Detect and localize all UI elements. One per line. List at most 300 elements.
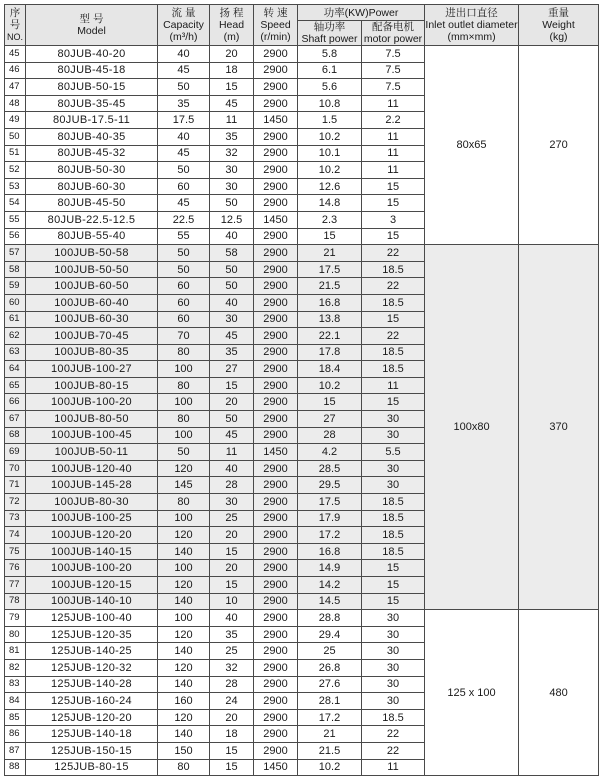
head-cell: 30 xyxy=(210,311,254,328)
motor-power-cell: 18.5 xyxy=(362,494,425,511)
speed-cell: 2900 xyxy=(254,344,298,361)
capacity-cell: 120 xyxy=(158,659,210,676)
model-cell: 80JUB-60-30 xyxy=(26,178,158,195)
model-cell: 100JUB-80-35 xyxy=(26,344,158,361)
shaft-power-cell: 14.9 xyxy=(298,560,362,577)
shaft-power-cell: 15 xyxy=(298,228,362,245)
model-cell: 125JUB-120-20 xyxy=(26,709,158,726)
model-cell: 125JUB-120-35 xyxy=(26,626,158,643)
head-cell: 15 xyxy=(210,79,254,96)
weight-cell: 480 xyxy=(519,610,599,776)
table-header xyxy=(5,5,599,46)
row-no: 88 xyxy=(5,759,26,776)
header-no: 序 号 NO. xyxy=(5,5,26,46)
head-cell: 45 xyxy=(210,95,254,112)
motor-power-cell: 22 xyxy=(362,245,425,262)
motor-power-cell: 15 xyxy=(362,228,425,245)
motor-power-cell: 22 xyxy=(362,726,425,743)
head-cell: 40 xyxy=(210,460,254,477)
model-cell: 100JUB-70-45 xyxy=(26,328,158,345)
head-cell: 10 xyxy=(210,593,254,610)
head-cell: 45 xyxy=(210,328,254,345)
head-cell: 40 xyxy=(210,610,254,627)
head-cell: 28 xyxy=(210,676,254,693)
motor-power-cell: 30 xyxy=(362,643,425,660)
shaft-power-cell: 1.5 xyxy=(298,112,362,129)
shaft-power-cell: 29.4 xyxy=(298,626,362,643)
model-cell: 80JUB-40-20 xyxy=(26,46,158,63)
motor-power-cell: 22 xyxy=(362,742,425,759)
speed-cell: 2900 xyxy=(254,494,298,511)
head-cell: 58 xyxy=(210,245,254,262)
head-cell: 35 xyxy=(210,626,254,643)
model-cell: 80JUB-45-18 xyxy=(26,62,158,79)
model-cell: 125JUB-140-28 xyxy=(26,676,158,693)
motor-power-cell: 15 xyxy=(362,577,425,594)
head-cell: 18 xyxy=(210,726,254,743)
row-no: 74 xyxy=(5,527,26,544)
shaft-power-cell: 22.1 xyxy=(298,328,362,345)
capacity-cell: 120 xyxy=(158,577,210,594)
head-cell: 20 xyxy=(210,527,254,544)
table-row xyxy=(5,245,599,262)
capacity-cell: 160 xyxy=(158,693,210,710)
head-cell: 18 xyxy=(210,62,254,79)
speed-cell: 2900 xyxy=(254,278,298,295)
speed-cell: 2900 xyxy=(254,377,298,394)
motor-power-cell: 18.5 xyxy=(362,709,425,726)
motor-power-cell: 11 xyxy=(362,128,425,145)
head-cell: 20 xyxy=(210,560,254,577)
capacity-cell: 40 xyxy=(158,46,210,63)
model-cell: 125JUB-80-15 xyxy=(26,759,158,776)
row-no: 54 xyxy=(5,195,26,212)
model-cell: 100JUB-140-15 xyxy=(26,543,158,560)
row-no: 84 xyxy=(5,693,26,710)
header-model: 型 号 Model xyxy=(26,5,158,46)
row-no: 73 xyxy=(5,510,26,527)
shaft-power-cell: 17.9 xyxy=(298,510,362,527)
capacity-cell: 120 xyxy=(158,460,210,477)
table-body xyxy=(5,46,599,776)
speed-cell: 2900 xyxy=(254,510,298,527)
shaft-power-cell: 13.8 xyxy=(298,311,362,328)
capacity-cell: 60 xyxy=(158,294,210,311)
capacity-cell: 35 xyxy=(158,95,210,112)
row-no: 47 xyxy=(5,79,26,96)
head-cell: 15 xyxy=(210,577,254,594)
model-cell: 100JUB-80-50 xyxy=(26,411,158,428)
speed-cell: 1450 xyxy=(254,211,298,228)
motor-power-cell: 11 xyxy=(362,759,425,776)
shaft-power-cell: 17.8 xyxy=(298,344,362,361)
motor-power-cell: 30 xyxy=(362,626,425,643)
capacity-cell: 80 xyxy=(158,494,210,511)
row-no: 60 xyxy=(5,294,26,311)
speed-cell: 2900 xyxy=(254,726,298,743)
speed-cell: 2900 xyxy=(254,228,298,245)
speed-cell: 1450 xyxy=(254,112,298,129)
speed-cell: 2900 xyxy=(254,95,298,112)
row-no: 83 xyxy=(5,676,26,693)
head-cell: 11 xyxy=(210,112,254,129)
row-no: 62 xyxy=(5,328,26,345)
header-weight: 重量 Weight (kg) xyxy=(519,5,599,46)
model-cell: 125JUB-150-15 xyxy=(26,742,158,759)
shaft-power-cell: 28.1 xyxy=(298,693,362,710)
speed-cell: 2900 xyxy=(254,593,298,610)
motor-power-cell: 15 xyxy=(362,394,425,411)
shaft-power-cell: 5.6 xyxy=(298,79,362,96)
shaft-power-cell: 14.8 xyxy=(298,195,362,212)
row-no: 61 xyxy=(5,311,26,328)
inlet-outlet-diameter-cell: 125 x 100 xyxy=(425,610,519,776)
head-cell: 30 xyxy=(210,178,254,195)
header-shaft-power: 轴功率 Shaft power xyxy=(298,21,362,46)
speed-cell: 2900 xyxy=(254,460,298,477)
head-cell: 45 xyxy=(210,427,254,444)
motor-power-cell: 11 xyxy=(362,162,425,179)
speed-cell: 2900 xyxy=(254,411,298,428)
head-cell: 50 xyxy=(210,411,254,428)
shaft-power-cell: 21.5 xyxy=(298,742,362,759)
model-cell: 100JUB-120-20 xyxy=(26,527,158,544)
motor-power-cell: 30 xyxy=(362,460,425,477)
capacity-cell: 100 xyxy=(158,394,210,411)
row-no: 80 xyxy=(5,626,26,643)
motor-power-cell: 7.5 xyxy=(362,79,425,96)
model-cell: 100JUB-60-40 xyxy=(26,294,158,311)
model-cell: 80JUB-40-35 xyxy=(26,128,158,145)
head-cell: 25 xyxy=(210,643,254,660)
capacity-cell: 50 xyxy=(158,261,210,278)
head-cell: 20 xyxy=(210,709,254,726)
motor-power-cell: 5.5 xyxy=(362,444,425,461)
speed-cell: 2900 xyxy=(254,62,298,79)
capacity-cell: 120 xyxy=(158,626,210,643)
shaft-power-cell: 10.2 xyxy=(298,128,362,145)
capacity-cell: 145 xyxy=(158,477,210,494)
row-no: 55 xyxy=(5,211,26,228)
row-no: 51 xyxy=(5,145,26,162)
speed-cell: 2900 xyxy=(254,195,298,212)
motor-power-cell: 30 xyxy=(362,610,425,627)
capacity-cell: 50 xyxy=(158,245,210,262)
head-cell: 40 xyxy=(210,294,254,311)
speed-cell: 2900 xyxy=(254,527,298,544)
shaft-power-cell: 17.2 xyxy=(298,527,362,544)
capacity-cell: 140 xyxy=(158,676,210,693)
head-cell: 30 xyxy=(210,162,254,179)
model-cell: 100JUB-120-40 xyxy=(26,460,158,477)
motor-power-cell: 30 xyxy=(362,411,425,428)
model-cell: 100JUB-100-45 xyxy=(26,427,158,444)
pump-spec-table xyxy=(4,4,599,776)
shaft-power-cell: 17.5 xyxy=(298,494,362,511)
speed-cell: 2900 xyxy=(254,610,298,627)
shaft-power-cell: 10.8 xyxy=(298,95,362,112)
model-cell: 80JUB-17.5-11 xyxy=(26,112,158,129)
row-no: 58 xyxy=(5,261,26,278)
model-cell: 80JUB-55-40 xyxy=(26,228,158,245)
model-cell: 100JUB-120-15 xyxy=(26,577,158,594)
head-cell: 35 xyxy=(210,128,254,145)
speed-cell: 2900 xyxy=(254,676,298,693)
model-cell: 100JUB-60-50 xyxy=(26,278,158,295)
shaft-power-cell: 17.5 xyxy=(298,261,362,278)
row-no: 63 xyxy=(5,344,26,361)
row-no: 69 xyxy=(5,444,26,461)
shaft-power-cell: 4.2 xyxy=(298,444,362,461)
motor-power-cell: 2.2 xyxy=(362,112,425,129)
head-cell: 27 xyxy=(210,361,254,378)
capacity-cell: 60 xyxy=(158,311,210,328)
model-cell: 100JUB-100-20 xyxy=(26,394,158,411)
model-cell: 100JUB-140-10 xyxy=(26,593,158,610)
head-cell: 32 xyxy=(210,145,254,162)
row-no: 66 xyxy=(5,394,26,411)
head-cell: 32 xyxy=(210,659,254,676)
speed-cell: 2900 xyxy=(254,693,298,710)
capacity-cell: 45 xyxy=(158,145,210,162)
shaft-power-cell: 16.8 xyxy=(298,294,362,311)
speed-cell: 2900 xyxy=(254,643,298,660)
head-cell: 30 xyxy=(210,494,254,511)
capacity-cell: 100 xyxy=(158,610,210,627)
model-cell: 80JUB-35-45 xyxy=(26,95,158,112)
model-cell: 100JUB-100-27 xyxy=(26,361,158,378)
capacity-cell: 100 xyxy=(158,361,210,378)
capacity-cell: 45 xyxy=(158,195,210,212)
capacity-cell: 100 xyxy=(158,560,210,577)
model-cell: 100JUB-80-15 xyxy=(26,377,158,394)
speed-cell: 2900 xyxy=(254,261,298,278)
model-cell: 100JUB-80-30 xyxy=(26,494,158,511)
header-speed: 转 速 Speed (r/min) xyxy=(254,5,298,46)
model-cell: 100JUB-100-20 xyxy=(26,560,158,577)
speed-cell: 2900 xyxy=(254,394,298,411)
capacity-cell: 50 xyxy=(158,162,210,179)
row-no: 86 xyxy=(5,726,26,743)
motor-power-cell: 30 xyxy=(362,427,425,444)
capacity-cell: 40 xyxy=(158,128,210,145)
model-cell: 100JUB-100-25 xyxy=(26,510,158,527)
motor-power-cell: 11 xyxy=(362,145,425,162)
speed-cell: 2900 xyxy=(254,328,298,345)
capacity-cell: 60 xyxy=(158,278,210,295)
header-power-group: 功率(KW)Power xyxy=(298,5,425,21)
row-no: 45 xyxy=(5,46,26,63)
speed-cell: 2900 xyxy=(254,245,298,262)
shaft-power-cell: 16.8 xyxy=(298,543,362,560)
capacity-cell: 140 xyxy=(158,643,210,660)
speed-cell: 2900 xyxy=(254,709,298,726)
speed-cell: 2900 xyxy=(254,311,298,328)
row-no: 72 xyxy=(5,494,26,511)
speed-cell: 2900 xyxy=(254,742,298,759)
motor-power-cell: 18.5 xyxy=(362,261,425,278)
model-cell: 80JUB-45-50 xyxy=(26,195,158,212)
head-cell: 15 xyxy=(210,543,254,560)
shaft-power-cell: 27.6 xyxy=(298,676,362,693)
motor-power-cell: 22 xyxy=(362,328,425,345)
motor-power-cell: 18.5 xyxy=(362,527,425,544)
row-no: 70 xyxy=(5,460,26,477)
head-cell: 24 xyxy=(210,693,254,710)
row-no: 57 xyxy=(5,245,26,262)
capacity-cell: 120 xyxy=(158,527,210,544)
head-cell: 40 xyxy=(210,228,254,245)
weight-cell: 270 xyxy=(519,46,599,245)
speed-cell: 2900 xyxy=(254,477,298,494)
speed-cell: 2900 xyxy=(254,659,298,676)
shaft-power-cell: 21.5 xyxy=(298,278,362,295)
model-cell: 100JUB-50-50 xyxy=(26,261,158,278)
inlet-outlet-diameter-cell: 100x80 xyxy=(425,245,519,610)
capacity-cell: 22.5 xyxy=(158,211,210,228)
speed-cell: 2900 xyxy=(254,626,298,643)
motor-power-cell: 15 xyxy=(362,195,425,212)
shaft-power-cell: 21 xyxy=(298,245,362,262)
row-no: 67 xyxy=(5,411,26,428)
model-cell: 100JUB-50-58 xyxy=(26,245,158,262)
row-no: 53 xyxy=(5,178,26,195)
inlet-outlet-diameter-cell: 80x65 xyxy=(425,46,519,245)
capacity-cell: 140 xyxy=(158,726,210,743)
speed-cell: 2900 xyxy=(254,427,298,444)
shaft-power-cell: 28 xyxy=(298,427,362,444)
model-cell: 100JUB-145-28 xyxy=(26,477,158,494)
row-no: 87 xyxy=(5,742,26,759)
model-cell: 100JUB-60-30 xyxy=(26,311,158,328)
speed-cell: 2900 xyxy=(254,178,298,195)
model-cell: 80JUB-50-30 xyxy=(26,162,158,179)
motor-power-cell: 15 xyxy=(362,178,425,195)
shaft-power-cell: 14.2 xyxy=(298,577,362,594)
row-no: 79 xyxy=(5,610,26,627)
speed-cell: 2900 xyxy=(254,543,298,560)
head-cell: 35 xyxy=(210,344,254,361)
row-no: 56 xyxy=(5,228,26,245)
capacity-cell: 45 xyxy=(158,62,210,79)
head-cell: 28 xyxy=(210,477,254,494)
shaft-power-cell: 18.4 xyxy=(298,361,362,378)
motor-power-cell: 30 xyxy=(362,477,425,494)
header-inlet-outlet: 进出口直径 Inlet outlet diameter (mm×mm) xyxy=(425,5,519,46)
shaft-power-cell: 21 xyxy=(298,726,362,743)
shaft-power-cell: 26.8 xyxy=(298,659,362,676)
header-motor-power: 配备电机 motor power xyxy=(362,21,425,46)
model-cell: 80JUB-50-15 xyxy=(26,79,158,96)
speed-cell: 1450 xyxy=(254,759,298,776)
shaft-power-cell: 5.8 xyxy=(298,46,362,63)
motor-power-cell: 18.5 xyxy=(362,510,425,527)
row-no: 77 xyxy=(5,577,26,594)
row-no: 48 xyxy=(5,95,26,112)
speed-cell: 2900 xyxy=(254,560,298,577)
model-cell: 80JUB-45-32 xyxy=(26,145,158,162)
weight-cell: 370 xyxy=(519,245,599,610)
capacity-cell: 80 xyxy=(158,377,210,394)
head-cell: 50 xyxy=(210,195,254,212)
head-cell: 15 xyxy=(210,377,254,394)
motor-power-cell: 18.5 xyxy=(362,344,425,361)
table-row xyxy=(5,46,599,63)
motor-power-cell: 30 xyxy=(362,676,425,693)
motor-power-cell: 22 xyxy=(362,278,425,295)
motor-power-cell: 30 xyxy=(362,659,425,676)
shaft-power-cell: 10.1 xyxy=(298,145,362,162)
model-cell: 125JUB-140-25 xyxy=(26,643,158,660)
capacity-cell: 70 xyxy=(158,328,210,345)
capacity-cell: 140 xyxy=(158,593,210,610)
head-cell: 20 xyxy=(210,46,254,63)
model-cell: 125JUB-140-18 xyxy=(26,726,158,743)
model-cell: 125JUB-100-40 xyxy=(26,610,158,627)
speed-cell: 2900 xyxy=(254,361,298,378)
model-cell: 100JUB-50-11 xyxy=(26,444,158,461)
row-no: 46 xyxy=(5,62,26,79)
head-cell: 25 xyxy=(210,510,254,527)
shaft-power-cell: 12.6 xyxy=(298,178,362,195)
speed-cell: 2900 xyxy=(254,128,298,145)
capacity-cell: 50 xyxy=(158,79,210,96)
head-cell: 15 xyxy=(210,742,254,759)
model-cell: 125JUB-160-24 xyxy=(26,693,158,710)
speed-cell: 2900 xyxy=(254,79,298,96)
head-cell: 50 xyxy=(210,261,254,278)
head-cell: 15 xyxy=(210,759,254,776)
speed-cell: 2900 xyxy=(254,145,298,162)
capacity-cell: 60 xyxy=(158,178,210,195)
speed-cell: 2900 xyxy=(254,46,298,63)
motor-power-cell: 15 xyxy=(362,560,425,577)
shaft-power-cell: 28.8 xyxy=(298,610,362,627)
capacity-cell: 150 xyxy=(158,742,210,759)
row-no: 85 xyxy=(5,709,26,726)
capacity-cell: 17.5 xyxy=(158,112,210,129)
capacity-cell: 140 xyxy=(158,543,210,560)
motor-power-cell: 18.5 xyxy=(362,361,425,378)
capacity-cell: 50 xyxy=(158,444,210,461)
header-capacity: 流 量 Capacity (m³/h) xyxy=(158,5,210,46)
shaft-power-cell: 28.5 xyxy=(298,460,362,477)
motor-power-cell: 7.5 xyxy=(362,46,425,63)
row-no: 52 xyxy=(5,162,26,179)
row-no: 78 xyxy=(5,593,26,610)
capacity-cell: 55 xyxy=(158,228,210,245)
shaft-power-cell: 2.3 xyxy=(298,211,362,228)
head-cell: 50 xyxy=(210,278,254,295)
motor-power-cell: 15 xyxy=(362,593,425,610)
shaft-power-cell: 14.5 xyxy=(298,593,362,610)
motor-power-cell: 18.5 xyxy=(362,294,425,311)
capacity-cell: 80 xyxy=(158,759,210,776)
speed-cell: 2900 xyxy=(254,162,298,179)
row-no: 81 xyxy=(5,643,26,660)
row-no: 71 xyxy=(5,477,26,494)
motor-power-cell: 11 xyxy=(362,377,425,394)
row-no: 64 xyxy=(5,361,26,378)
motor-power-cell: 15 xyxy=(362,311,425,328)
model-cell: 125JUB-120-32 xyxy=(26,659,158,676)
motor-power-cell: 3 xyxy=(362,211,425,228)
row-no: 59 xyxy=(5,278,26,295)
head-cell: 12.5 xyxy=(210,211,254,228)
speed-cell: 1450 xyxy=(254,444,298,461)
shaft-power-cell: 15 xyxy=(298,394,362,411)
model-cell: 80JUB-22.5-12.5 xyxy=(26,211,158,228)
